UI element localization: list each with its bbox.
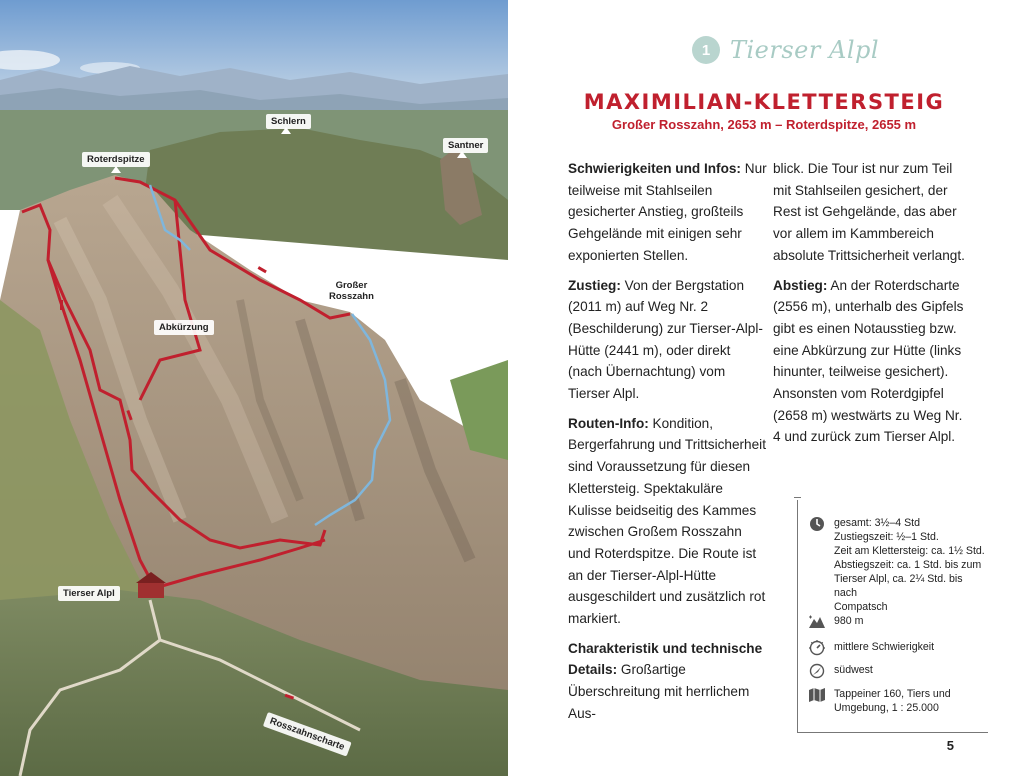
difficulty-gauge-icon	[808, 640, 826, 656]
map-label-rosszahnscharte: Rosszahnscharte	[263, 712, 351, 756]
info-elevation: 980 m	[808, 614, 863, 630]
info-time: gesamt: 3½–4 Std Zustiegszeit: ½–1 Std. Zeit am Klettersteig: ca. 1½ Std. Abstiegszeit: ca. 1 Std. bis zum Tierser Alpl, ca. 2¼ Std. bis nach Compatsch	[808, 516, 988, 614]
map-label-tierser-alpl: Tierser Alpl	[58, 586, 120, 601]
hut-icon	[138, 582, 164, 598]
chapter-title: Tierser Alpl	[730, 36, 880, 64]
text-page	[508, 0, 1020, 776]
text-column-left	[568, 158, 768, 733]
info-difficulty: mittlere Schwierigkeit	[808, 640, 934, 656]
section-charakteristik: Charakteristik und technische Details: Großartige Überschreitung mit herrlichem Aus-	[568, 640, 763, 721]
chapter-header	[692, 36, 879, 64]
map-label-grosser-rosszahn: Großer Rosszahn	[324, 278, 379, 304]
tour-info-box	[797, 500, 988, 733]
aerial-photo	[0, 0, 508, 776]
clock-icon	[808, 516, 826, 532]
section-charakteristik-cont: blick. Die Tour ist nur zum Teil mit Stahlseilen gesichert, der Rest ist Gehgelände, das aber vor allem im Kammbereich absolute Trittsicherheit verlangt.	[773, 161, 965, 263]
info-exposure: südwest	[808, 663, 873, 679]
map-label-schlern: Schlern	[266, 114, 311, 129]
info-map: Tappeiner 160, Tiers und Umgebung, 1 : 25.000	[808, 687, 951, 715]
section-abstieg: Abstieg: An der Roterdscharte (2556 m), unterhalb des Gipfels gibt es einen Notausstieg bzw. eine Abkürzung zur Hütte (links hinunter, teilweise gesichert). Ansonsten vom Roterdgipfel (2658 m) westwärts zu Weg Nr. 4 und zurück zum Tierser Alpl.	[773, 277, 964, 445]
map-label-roterdspitze: Roterdspitze	[82, 152, 150, 167]
text-column-right	[773, 158, 973, 456]
map-label-santner: Santner	[443, 138, 488, 153]
page-number: 5	[946, 738, 954, 753]
map-label-abkuerzung: Abkürzung	[154, 320, 214, 335]
page-subtitle: Großer Rosszahn, 2653 m – Roterdspitze, 2655 m	[611, 117, 917, 132]
section-routen-info: Routen-Info: Kondition, Bergerfahrung und Trittsicherheit sind Voraussetzung für diesen Klettersteig. Spektakuläre Kulisse beidseitig des Kammes zwischen Großem Rosszahn und Roterdspitze. Die Route ist an der Tierser-Alpl-Hütte ausgeschildert und zusätzlich rot markiert.	[568, 415, 766, 627]
mountain-icon	[808, 614, 826, 630]
section-zustieg: Zustieg: Von der Bergstation (2011 m) auf Weg Nr. 2 (Beschilderung) zur Tierser-Alpl-Hütte (2441 m), oder direkt (nach Übernachtung) vom Tierser Alpl.	[568, 277, 763, 402]
compass-icon	[808, 663, 826, 679]
chapter-number-badge: 1	[692, 36, 720, 64]
map-icon	[808, 687, 826, 703]
page-title: MAXIMILIAN-KLETTERSTEIG	[583, 90, 945, 114]
route-map	[0, 0, 508, 776]
section-schwierigkeiten: Schwierigkeiten und Infos: Nur teilweise mit Stahlseilen gesicherter Anstieg, großteils Gehgelände mit einigen sehr exponierten Stellen.	[568, 161, 767, 263]
